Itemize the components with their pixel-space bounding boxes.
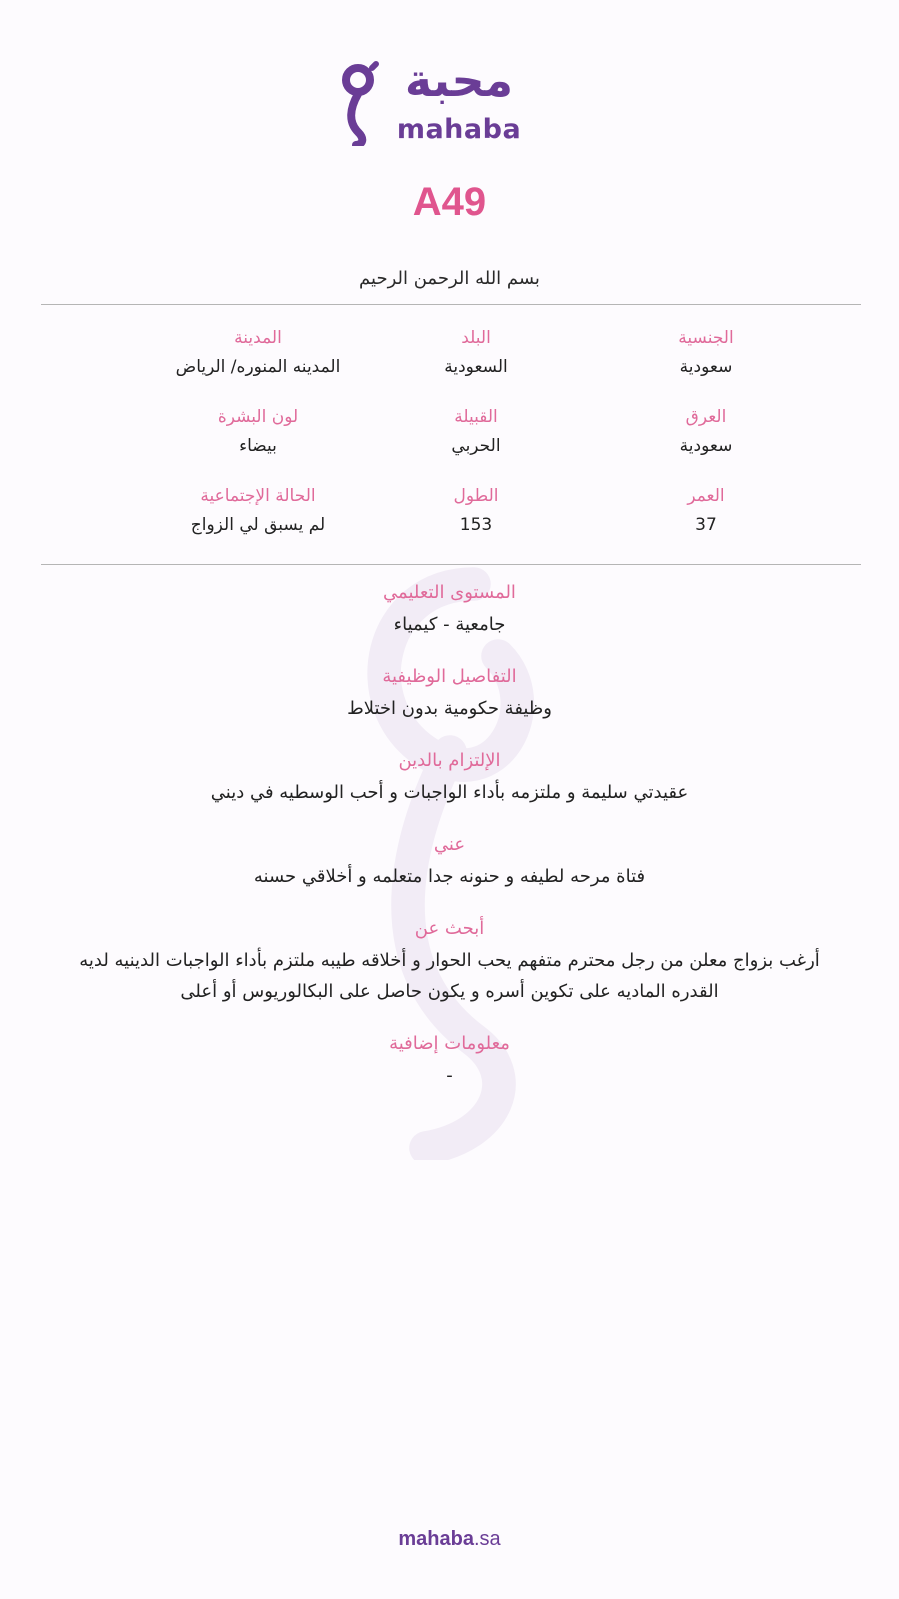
footer-tld: .sa xyxy=(473,1528,501,1550)
detail-city: المدينة المدينه المنوره/ الرياض xyxy=(175,328,341,377)
detail-country: البلد السعودية xyxy=(444,328,508,377)
logo-mark-icon xyxy=(342,60,384,146)
details-row xyxy=(0,484,899,563)
detail-ethnicity: العرق سعودية xyxy=(679,407,733,456)
section-religious-commitment: الإلتزام بالدين عقيدتي سليمة و ملتزمه بأداء الواجبات و أحب الوسطيه في ديني xyxy=(210,750,689,803)
detail-tribe: القبيلة الحربي xyxy=(451,407,501,456)
detail-nationality: الجنسية سعودية xyxy=(678,328,734,377)
details-grid xyxy=(0,326,899,563)
section-job-details: التفاصيل الوظيفية وظيفة حكومية بدون اختلاط xyxy=(347,666,552,719)
logo xyxy=(0,53,899,156)
footer-website xyxy=(0,1528,899,1551)
divider-middle xyxy=(41,564,861,565)
section-education: المستوى التعليمي جامعية - كيمياء xyxy=(383,582,516,635)
detail-height: الطول 153 xyxy=(453,486,499,535)
bismillah: بسم الله الرحمن الرحيم xyxy=(359,268,540,289)
detail-marital-status: الحالة الإجتماعية لم يسبق لي الزواج xyxy=(190,486,326,535)
section-looking-for: أبحث عن أرغب بزواج معلن من رجل محترم متفهم يحب الحوار و أخلاقه طيبه ملتزم بأداء الواجبات الدينيه لديه القدره الماديه على تكوين أسره و يكون حاصل على البكالوريوس أو أعلى xyxy=(79,918,820,1002)
details-row xyxy=(0,326,899,405)
divider-top xyxy=(41,304,861,305)
footer-brand: mahaba xyxy=(398,1528,474,1550)
detail-skin-color: لون البشرة بيضاء xyxy=(217,407,299,456)
detail-age: العمر 37 xyxy=(687,486,725,535)
profile-sections xyxy=(0,580,899,1115)
details-row xyxy=(0,405,899,484)
section-about-me: عني فتاة مرحه لطيفه و حنونه جدا متعلمه و أخلاقي حسنه xyxy=(253,834,646,887)
profile-code: A49 xyxy=(412,180,487,224)
logo-arabic-text: محبة xyxy=(404,53,514,107)
section-additional-info: معلومات إضافية - xyxy=(389,1033,510,1086)
logo-latin-text: mahaba xyxy=(396,114,522,145)
